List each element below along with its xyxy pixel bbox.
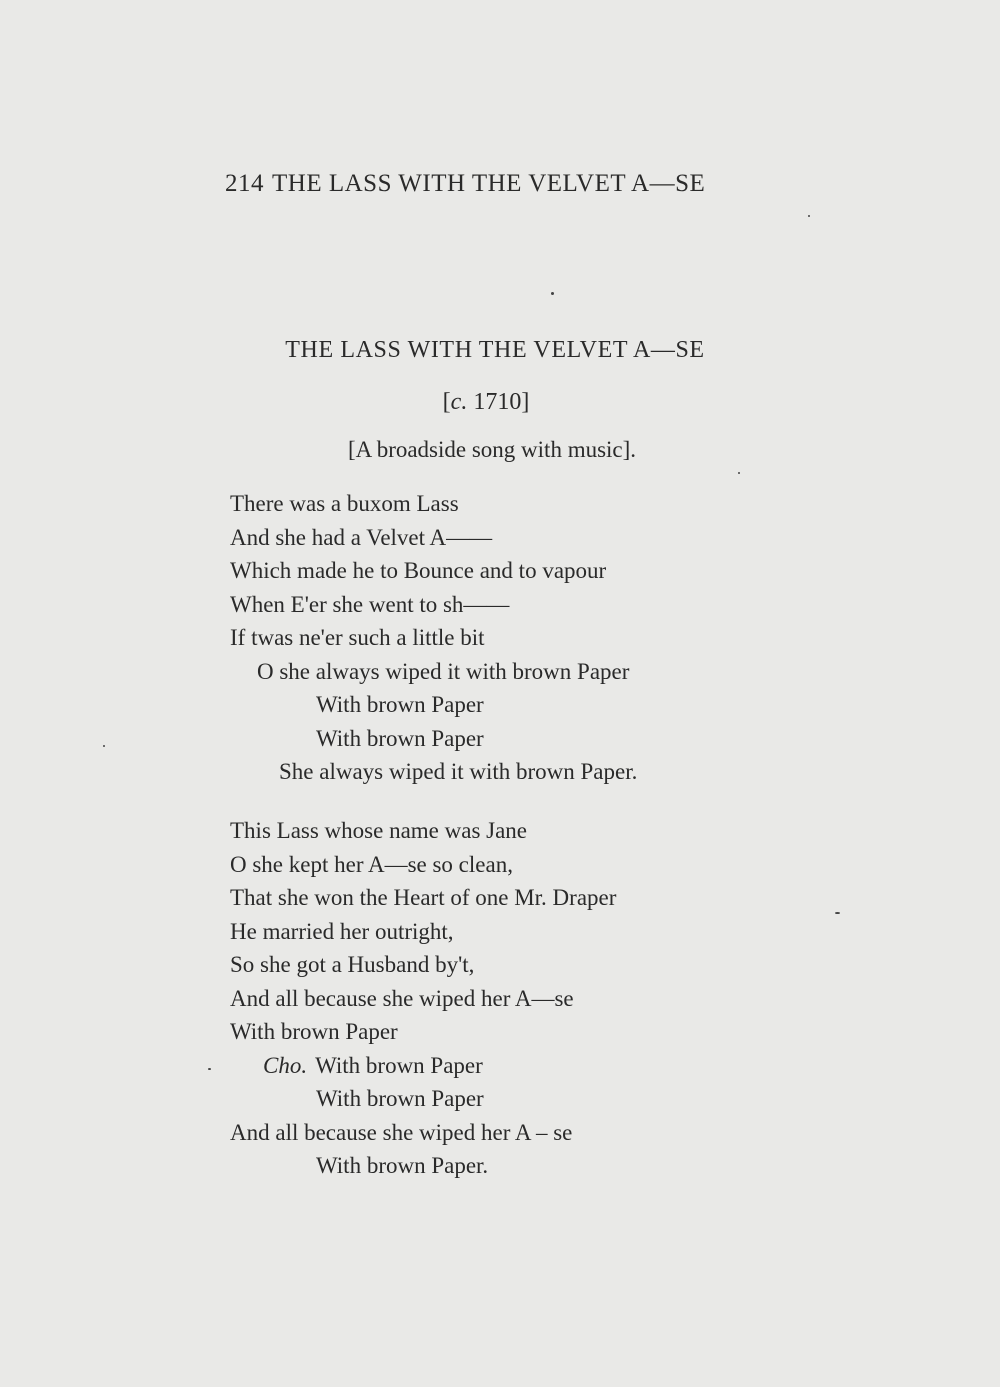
paper-speck xyxy=(551,292,554,295)
verse-line: O she kept her A—se so clean, xyxy=(230,851,513,877)
verse-line: This Lass whose name was Jane xyxy=(230,818,528,843)
chorus-label: Cho. xyxy=(263,1052,308,1078)
verse-line: When E'er she went to sh—— xyxy=(230,591,510,617)
verse-line: That she won the Heart of one Mr. Draper xyxy=(230,885,617,910)
paper-speck xyxy=(808,215,810,217)
verse-line: O she always wiped it with brown Paper xyxy=(257,658,630,684)
verse-line: With brown Paper xyxy=(316,1086,484,1111)
paper-speck xyxy=(738,472,740,474)
poem-date-text xyxy=(443,389,530,416)
verse-line: And all because she wiped her A—se xyxy=(230,985,574,1011)
stanza-2 xyxy=(230,814,616,1183)
poem-subtitle xyxy=(0,437,1000,463)
verse-line: He married her outright, xyxy=(230,918,454,944)
date-circa: c. xyxy=(450,389,468,415)
verse-line: With brown Paper xyxy=(316,725,484,751)
poem-subtitle-text: [A broadside song with music]. xyxy=(347,437,637,462)
verse-line: There was a buxom Lass xyxy=(230,491,459,516)
verse-line: She always wiped it with brown Paper. xyxy=(279,759,638,784)
date-year: 1710] xyxy=(473,389,530,415)
running-title: THE LASS WITH THE VELVET A—SE xyxy=(272,170,706,197)
paper-speck xyxy=(103,745,105,747)
verse-line: And all because she wiped her A – se xyxy=(230,1119,573,1145)
stanza-1 xyxy=(230,487,637,789)
verse-line: If twas ne'er such a little bit xyxy=(230,625,485,650)
verse-line: And she had a Velvet A—— xyxy=(230,524,493,550)
verse-line: With brown Paper xyxy=(230,1019,398,1044)
date-bracket: [ xyxy=(442,389,451,415)
paper-speck xyxy=(208,1068,211,1070)
verse-line: With brown Paper xyxy=(316,692,484,717)
verse-line: Which made he to Bounce and to vapour xyxy=(230,558,607,583)
running-header xyxy=(225,170,705,198)
verse-line: With brown Paper. xyxy=(316,1153,489,1178)
page-number: 214 xyxy=(225,170,264,197)
verse-line-text: With brown Paper xyxy=(315,1052,483,1078)
paper-speck xyxy=(835,912,840,914)
chorus-line xyxy=(230,1049,616,1083)
poem-title xyxy=(0,337,1000,364)
poem-date xyxy=(0,389,1000,416)
poem-title-text: THE LASS WITH THE VELVET A—SE xyxy=(285,337,705,363)
verse-line: So she got a Husband by't, xyxy=(230,952,475,977)
